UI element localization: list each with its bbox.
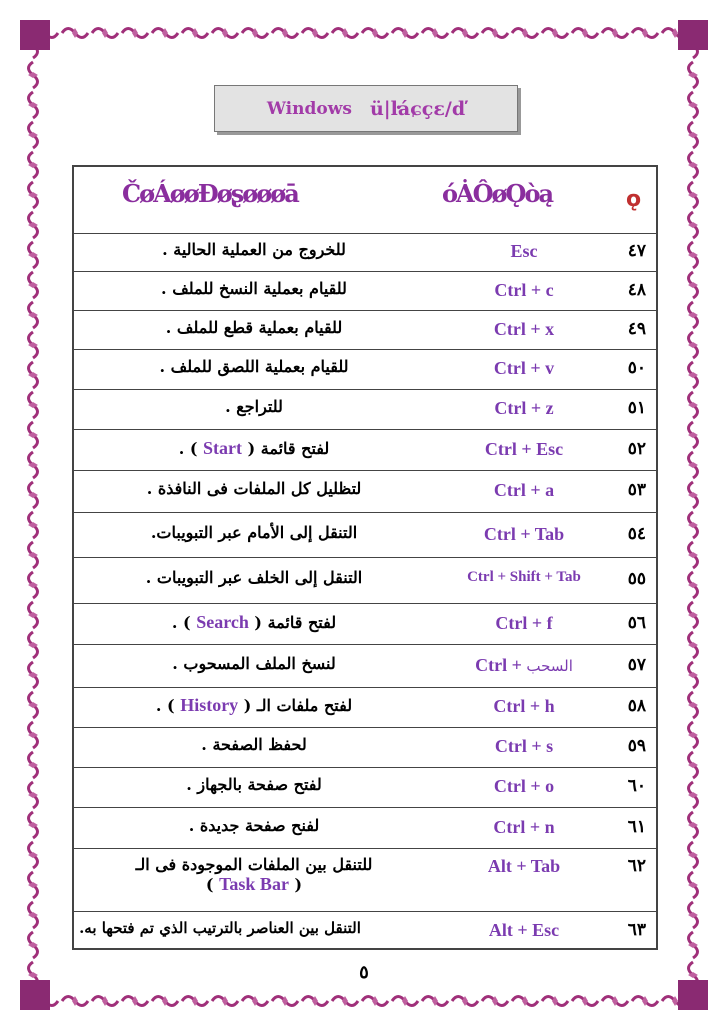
desc-text: لنسخ الملف المسحوب . — [172, 654, 336, 673]
desc-text: لفتح ملفات الـ ( — [238, 696, 353, 715]
desc-text: ) . — [155, 696, 181, 715]
shortcut-description — [74, 654, 434, 673]
header-number: ǫ — [626, 187, 642, 212]
shortcut-key: Alt + Tab — [487, 856, 561, 876]
shortcut-key: Ctrl + x — [493, 319, 555, 339]
shortcut-key: Ctrl + z — [494, 398, 554, 418]
desc-text: للتراجع . — [225, 397, 283, 416]
shortcut-key: Ctrl + Shift + Tab — [467, 569, 581, 585]
table-row — [74, 349, 656, 390]
desc-text: التنقل بين العناصر بالترتيب الذي تم فتحها به. — [79, 919, 361, 937]
desc-english: Start — [203, 438, 243, 458]
desc-text: التنقل إلى الأمام عبر التبويبات. — [150, 523, 358, 542]
desc-text: للخروج من العملية الحالية . — [162, 240, 346, 259]
shortcut-description — [74, 695, 434, 716]
row-number: ٤٩ — [627, 319, 646, 339]
row-number: ٥٠ — [627, 358, 646, 378]
row-number: ٥٤ — [627, 524, 646, 544]
table-row — [74, 807, 656, 849]
shortcut-description — [74, 318, 434, 337]
table-header — [74, 167, 656, 234]
table-row — [74, 644, 656, 688]
shortcut-key: Alt + Esc — [488, 920, 560, 940]
row-number: ٥٦ — [627, 613, 646, 633]
shortcut-description — [74, 735, 434, 754]
table-row — [74, 767, 656, 808]
desc-text: للتنقل بين الملفات الموجودة فى الـ — [135, 855, 373, 874]
shortcut-description — [74, 438, 434, 459]
row-number: ٤٨ — [627, 280, 646, 300]
row-number: ٦١ — [627, 817, 646, 837]
shortcut-key: Ctrl + s — [494, 736, 554, 756]
desc-text: التنقل إلى الخلف عبر التبويبات . — [145, 568, 363, 587]
shortcut-description — [74, 568, 434, 587]
row-number: ٤٧ — [627, 241, 646, 261]
desc-text: للقيام بعملية النسخ للملف . — [161, 279, 347, 298]
shortcut-key-en: Ctrl + — [475, 655, 527, 675]
desc-text: ) . — [178, 439, 204, 458]
shortcut-key — [438, 655, 610, 676]
table-row — [74, 848, 656, 912]
shortcut-key: Ctrl + f — [495, 613, 553, 633]
table-row — [74, 271, 656, 311]
table-row — [74, 557, 656, 604]
desc-english: Task Bar — [219, 874, 289, 894]
desc-text: ) . — [171, 613, 197, 632]
desc-text: لفنح صفحة جديدة . — [188, 816, 320, 835]
desc-text: ) — [205, 875, 220, 894]
row-number: ٥٥ — [627, 569, 646, 589]
row-number: ٥٧ — [627, 655, 646, 675]
title-arabic-garbled: ü|ŀáɕçɛ/ď — [369, 97, 466, 120]
shortcut-description — [74, 479, 434, 498]
table-row — [74, 429, 656, 471]
shortcut-key: Ctrl + n — [493, 817, 555, 837]
shortcut-description — [74, 279, 434, 298]
shortcut-description — [74, 523, 434, 542]
desc-text: لفتح قائمة ( — [242, 439, 330, 458]
shortcut-key: Ctrl + c — [494, 280, 554, 300]
desc-text: للقيام بعملية اللصق للملف . — [159, 357, 349, 376]
row-number: ٦٠ — [627, 776, 646, 796]
desc-text: لحفظ الصفحة . — [201, 735, 307, 754]
table-row — [74, 310, 656, 350]
table-row — [74, 603, 656, 645]
shortcut-key: Ctrl + o — [493, 776, 555, 796]
shortcut-key: Esc — [510, 241, 538, 261]
table-row — [74, 233, 656, 272]
table-row — [74, 389, 656, 430]
shortcut-key: Ctrl + Esc — [484, 439, 564, 459]
shortcut-description — [74, 612, 434, 633]
desc-text: ( — [288, 875, 303, 894]
header-description: ČøÁøøĐøʂøøøā — [122, 179, 298, 208]
row-number: ٥٢ — [627, 439, 646, 459]
table-row — [74, 911, 656, 950]
shortcut-description — [74, 240, 434, 259]
shortcut-key: Ctrl + v — [493, 358, 555, 378]
page-title — [214, 85, 518, 132]
desc-text: لفتح قائمة ( — [248, 613, 337, 632]
header-key: óȦÔøǪòą — [442, 179, 553, 208]
title-english: Windows — [266, 98, 352, 119]
row-number: ٦٢ — [627, 856, 646, 876]
row-number: ٥٩ — [627, 736, 646, 756]
shortcut-key: Ctrl + a — [493, 480, 555, 500]
row-number: ٥١ — [627, 398, 646, 418]
table-row — [74, 470, 656, 513]
shortcut-description — [74, 775, 434, 794]
shortcuts-table — [72, 165, 658, 950]
shortcut-description — [74, 816, 434, 835]
table-row — [74, 512, 656, 558]
shortcut-description — [74, 397, 434, 416]
desc-text: لفتح صفحة بالجهاز . — [186, 775, 322, 794]
desc-english: History — [180, 695, 239, 715]
table-row — [74, 687, 656, 728]
shortcut-key-ar: السحب — [526, 657, 573, 675]
desc-text: لتظليل كل الملفات فى النافذة . — [146, 479, 362, 498]
row-number: ٥٣ — [627, 480, 646, 500]
shortcut-description — [6, 919, 434, 937]
shortcut-description — [74, 855, 434, 895]
table-row — [74, 727, 656, 768]
desc-english: Search — [196, 612, 249, 632]
shortcut-key: Ctrl + h — [493, 696, 555, 716]
shortcut-description — [74, 357, 434, 376]
row-number: ٦٣ — [627, 920, 646, 940]
desc-text: للقيام بعملية قطع للملف . — [165, 318, 343, 337]
shortcut-key: Ctrl + Tab — [483, 524, 565, 544]
page-number: ٥ — [359, 962, 369, 983]
row-number: ٥٨ — [627, 696, 646, 716]
